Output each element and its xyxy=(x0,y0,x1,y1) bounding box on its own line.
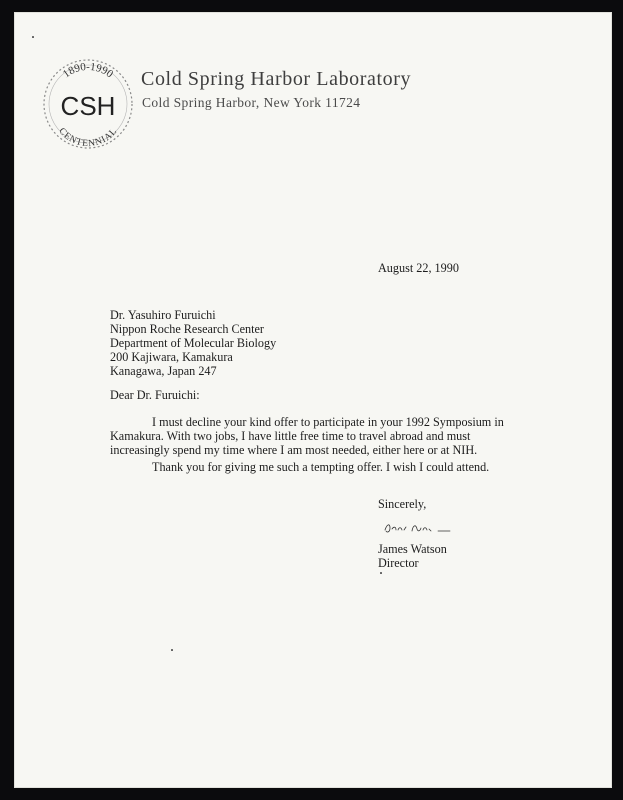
paragraph-line: I must decline your kind offer to participate in your 1992 Symposium in xyxy=(152,415,504,429)
paragraph-line: increasingly spend my time where I am most needed, either here or at NIH. xyxy=(110,443,478,457)
logo-ribbon: CENTENNIAL xyxy=(56,126,120,150)
letter-date: August 22, 1990 xyxy=(378,261,459,275)
signer-block xyxy=(378,542,447,570)
handwritten-signature xyxy=(382,519,462,537)
recipient-line: Department of Molecular Biology xyxy=(110,336,277,350)
paper-speck xyxy=(380,572,382,574)
paper-speck xyxy=(171,649,173,651)
recipient-block xyxy=(110,308,276,378)
recipient-line: 200 Kajiwara, Kamakura xyxy=(110,350,233,364)
recipient-line: Dr. Yasuhiro Furuichi xyxy=(110,308,216,322)
letter-page xyxy=(14,12,612,788)
paragraph-line: Thank you for giving me such a tempting offer. I wish I could attend. xyxy=(152,460,490,474)
signer-title: Director xyxy=(378,556,419,570)
institution-address: Cold Spring Harbor, New York 11724 xyxy=(142,95,361,110)
paragraph-line: Kamakura. With two jobs, I have little free time to travel abroad and must xyxy=(110,429,471,443)
logo-years: 1890-1990 xyxy=(60,61,116,81)
paper-speck xyxy=(32,36,34,38)
recipient-line: Kanagawa, Japan 247 xyxy=(110,364,217,378)
recipient-line: Nippon Roche Research Center xyxy=(110,322,264,336)
signer-name: James Watson xyxy=(378,542,447,556)
salutation: Dear Dr. Furuichi: xyxy=(110,388,200,402)
logo-monogram: CSH xyxy=(60,91,116,121)
closing: Sincerely, xyxy=(378,497,427,511)
institution-name: Cold Spring Harbor Laboratory xyxy=(141,68,412,90)
csh-centennial-logo xyxy=(38,54,138,154)
body-paragraph xyxy=(110,460,530,474)
body-paragraph xyxy=(110,415,530,457)
